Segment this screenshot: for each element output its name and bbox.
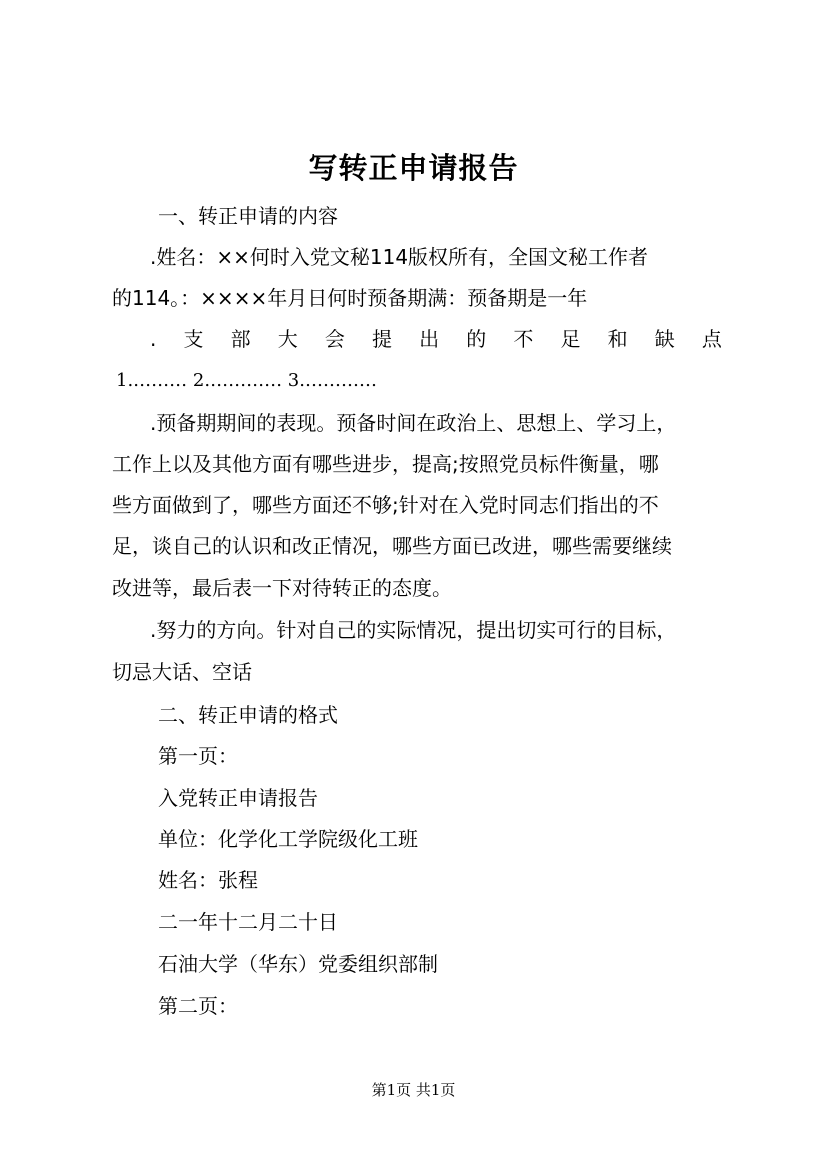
justified-line	[150, 326, 722, 352]
justified-word: 会	[324, 327, 345, 351]
paragraph-line: .姓名：××何时入党文秘114版权所有，全国文秘工作者	[150, 245, 649, 269]
paragraph-line: 二一年十二月二十日	[158, 910, 338, 934]
justified-word: 足	[560, 327, 581, 351]
section-heading: 二、转正申请的格式	[158, 703, 338, 727]
justified-word: 点	[701, 327, 722, 351]
justified-word: 和	[607, 327, 628, 351]
justified-word: 出	[419, 327, 440, 351]
justified-word: 大	[277, 327, 298, 351]
justified-word: 部	[230, 327, 251, 351]
paragraph-line: 入党转正申请报告	[158, 786, 318, 810]
page-footer: 第1页 共1页	[371, 1081, 456, 1099]
paragraph-line: .预备期期间的表现。预备时间在政治上、思想上、学习上，	[150, 411, 677, 435]
enumeration-line: 1.……… 2.………… 3.…………	[116, 370, 377, 391]
paragraph-line: 改进等，最后表一下对待转正的态度。	[112, 576, 452, 600]
paragraph-line: 第二页：	[158, 994, 238, 1018]
paragraph-line: .努力的方向。针对自己的实际情况，提出切实可行的目标，	[150, 618, 677, 642]
paragraph-line: 单位：化学化工学院级化工班	[158, 827, 418, 851]
paragraph-line: 石油大学（华东）党委组织部制	[158, 952, 438, 976]
justified-word: 提	[371, 327, 392, 351]
justified-word: 不	[513, 327, 534, 351]
justified-word: 缺	[654, 327, 675, 351]
paragraph-line: 的114。：××××年月日何时预备期满：预备期是一年	[112, 286, 588, 310]
paragraph-line: 工作上以及其他方面有哪些进步，提高;按照党员标件衡量，哪	[112, 452, 659, 476]
paragraph-line: 姓名：张程	[158, 868, 258, 892]
justified-word: 的	[466, 327, 487, 351]
section-heading: 一、转正申请的内容	[158, 204, 338, 228]
justified-word: 支	[183, 327, 204, 351]
paragraph-line: 第一页：	[158, 744, 238, 768]
document-title: 写转正申请报告	[308, 151, 519, 185]
justified-word: .	[150, 327, 157, 351]
paragraph-line: 些方面做到了，哪些方面还不够;针对在入党时同志们指出的不	[112, 493, 659, 517]
paragraph-line: 足，谈自己的认识和改正情况，哪些方面已改进，哪些需要继续	[112, 534, 672, 558]
paragraph-line: 切忌大话、空话	[112, 660, 252, 684]
